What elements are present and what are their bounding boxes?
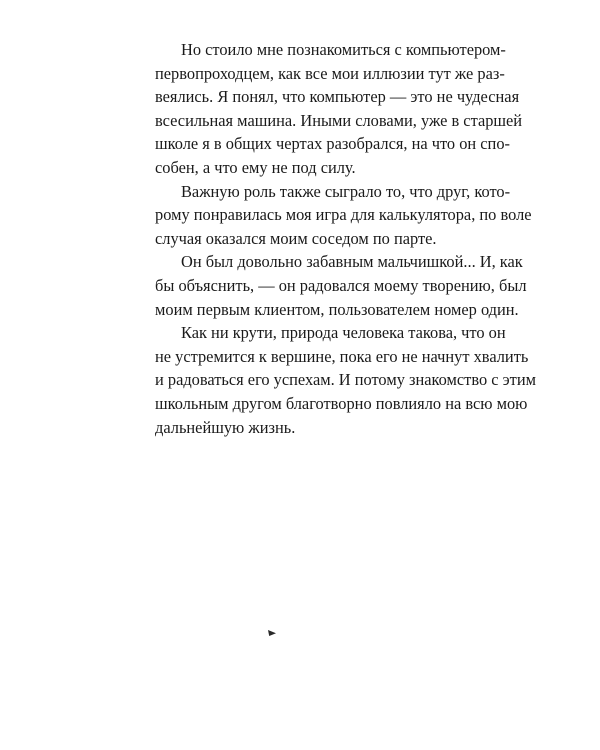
text-line: рому понравилась моя игра для калькулятора, по воле (155, 205, 532, 225)
text-line: Он был довольно забавным мальчишкой... И, как (181, 252, 523, 272)
text-line: веялись. Я понял, что компьютер — это не чудесная (155, 87, 520, 107)
body-text (155, 38, 536, 439)
paragraph-1 (155, 38, 523, 180)
text-line: бы объяснить, — он радовался моему творению, был (155, 275, 527, 295)
text-line: школе я в общих чертах разобрался, на что он спо- (155, 134, 510, 154)
text-line: моим первым клиентом, пользователем номер один. (155, 299, 519, 319)
text-line: первопроходцем, как все мои иллюзии тут же раз- (155, 63, 505, 83)
text-line: Как ни крути, природа человека такова, что он (181, 323, 506, 343)
text-line: и радоваться его успехам. И потому знакомство с этим (155, 370, 536, 390)
text-line: школьным другом благотворно повлияло на всю мою (155, 393, 528, 413)
paragraph-2 (155, 180, 532, 251)
text-line: Важную роль также сыграло то, что друг, кото- (181, 181, 511, 201)
text-line: Но стоило мне познакомиться с компьютером- (181, 40, 506, 59)
text-line: дальнейшую жизнь. (155, 417, 296, 437)
text-line: всесильная машина. Иными словами, уже в старшей (155, 110, 523, 130)
paragraph-4 (155, 321, 536, 439)
text-line: не устремится к вершине, пока его не начнут хвалить (155, 346, 529, 366)
text-line: случая оказался моим соседом по парте. (155, 228, 437, 248)
ink-speck (268, 630, 276, 636)
paragraph-3 (155, 250, 527, 321)
text-line: собен, а что ему не под силу. (155, 157, 356, 177)
